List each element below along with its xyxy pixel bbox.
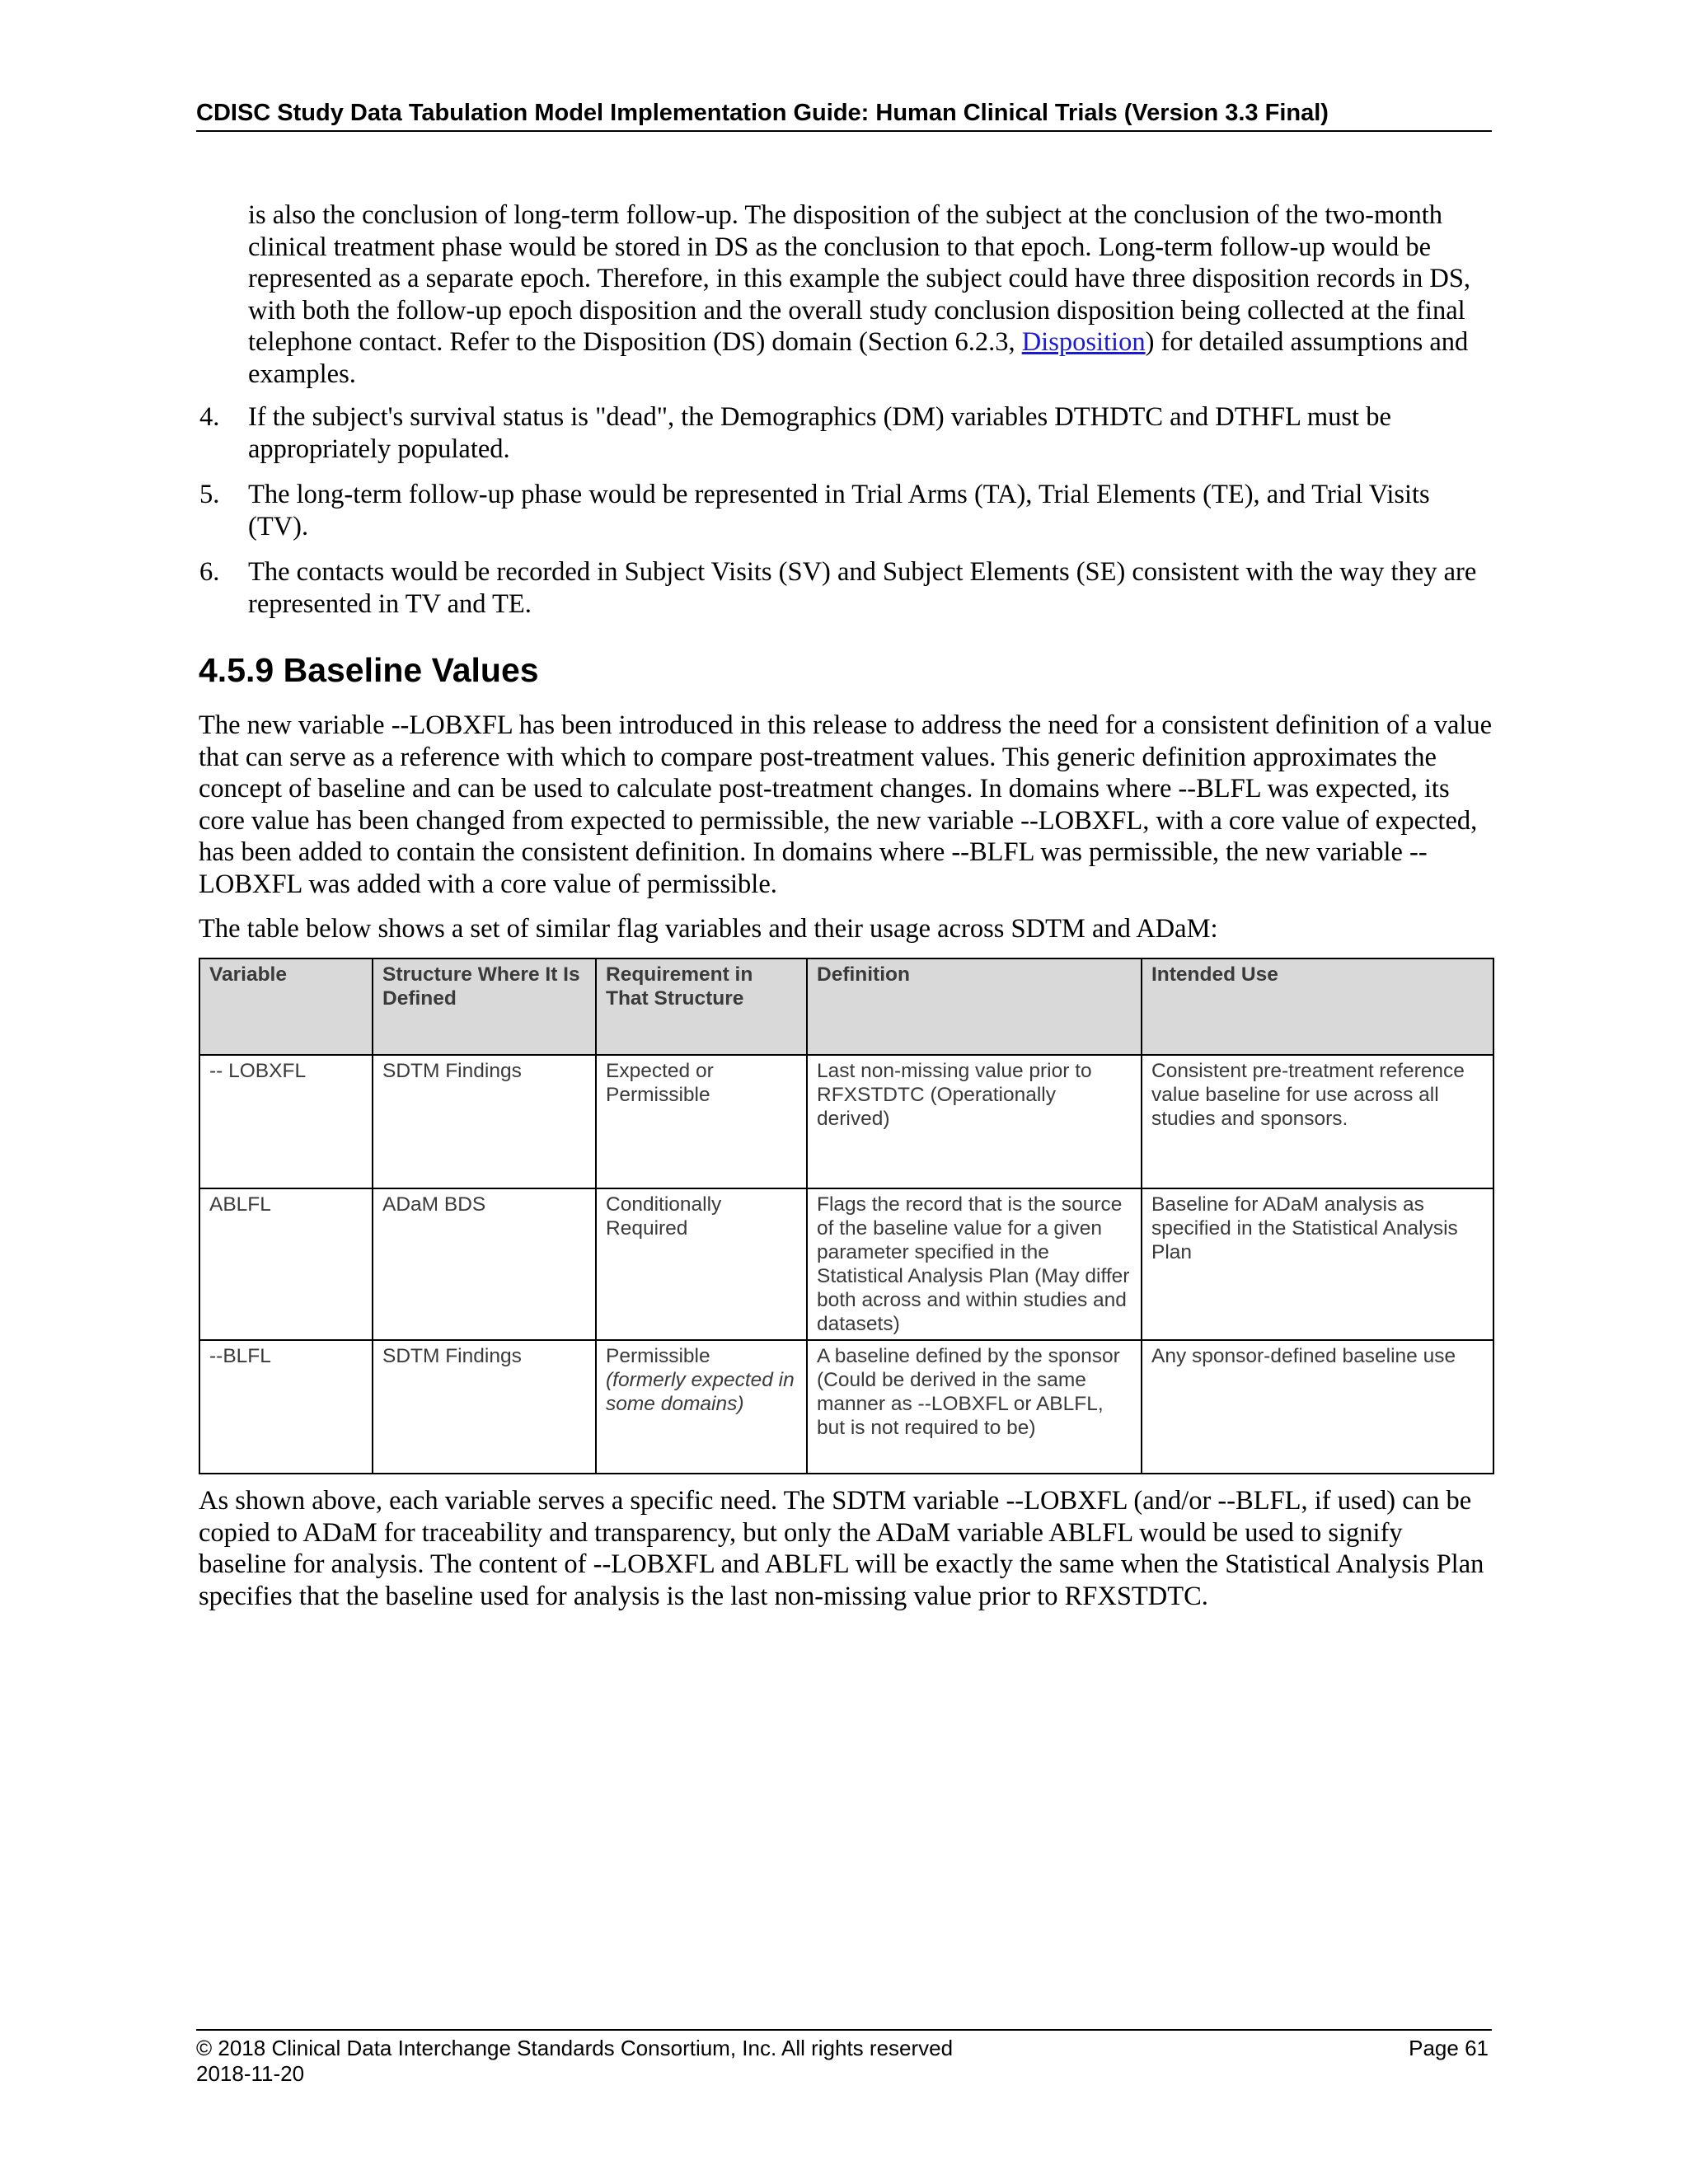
cell-intended-use: Consistent pre-treatment reference value baseline for use across all studies and sponsors.	[1142, 1055, 1493, 1188]
table-header-row	[199, 958, 1493, 1055]
cell-variable: ABLFL	[199, 1188, 373, 1340]
disposition-link[interactable]: Disposition	[1021, 327, 1146, 357]
header-variable: Variable	[199, 958, 373, 1055]
header-requirement: Requirement in That Structure	[596, 958, 807, 1055]
requirement-note: (formerly expected in some domains)	[606, 1369, 795, 1415]
closing-paragraph: As shown above, each variable serves a specific need. The SDTM variable --LOBXFL (and/or --BLFL, if used) can be copied to ADaM for traceability and transparency, but only the ADaM variable ABLFL would be used to signify baseline for analysis. The content of --LOBXFL and ABLFL will be exactly the same when the Statistical Analysis Plan specifies that the baseline used for analysis is the last non-missing value prior to RFXSTDTC.	[199, 1486, 1484, 1611]
list-text: The contacts would be recorded in Subject Visits (SV) and Subject Elements (SE) consistent with the way they are represented in TV and TE.	[248, 557, 1477, 619]
list-item	[199, 556, 1493, 620]
header-definition: Definition	[807, 958, 1142, 1055]
page-footer	[196, 2029, 1492, 2087]
cell-intended-use: Any sponsor-defined baseline use	[1142, 1340, 1493, 1474]
list-item	[199, 479, 1493, 542]
table-row	[199, 1188, 1493, 1340]
list-text: If the subject's survival status is "dead", the Demographics (DM) variables DTHDTC and DTHFL must be appropriately populated.	[248, 402, 1391, 464]
table-row	[199, 1055, 1493, 1188]
cell-variable: --BLFL	[199, 1340, 373, 1474]
requirement-text: Permissible	[606, 1345, 710, 1367]
cell-definition: Last non-missing value prior to RFXSTDTC (Operationally derived)	[807, 1055, 1142, 1188]
requirement-text: Expected or Permissible	[606, 1060, 714, 1106]
table-lead-text: The table below shows a set of similar flag variables and their usage across SDTM and ADaM:	[199, 914, 1218, 944]
cell-variable: -- LOBXFL	[199, 1055, 373, 1188]
cell-requirement	[596, 1055, 807, 1188]
list-number: 4.	[199, 402, 220, 432]
cell-structure: SDTM Findings	[373, 1055, 596, 1188]
list-number: 6.	[199, 557, 220, 587]
cell-structure: SDTM Findings	[373, 1340, 596, 1474]
continuation-paragraph	[248, 199, 1493, 390]
footer-date: 2018-11-20	[196, 2061, 305, 2086]
cell-intended-use: Baseline for ADaM analysis as specified in the Statistical Analysis Plan	[1142, 1188, 1493, 1340]
list-number: 5.	[199, 480, 220, 509]
requirement-text: Conditionally Required	[606, 1193, 722, 1240]
page-number: Page 61	[1409, 2036, 1489, 2060]
cell-definition: A baseline defined by the sponsor (Could be derived in the same manner as --LOBXFL or ABLFL, but is not required to be)	[807, 1340, 1142, 1474]
flag-variables-table	[199, 958, 1494, 1474]
table-row	[199, 1340, 1493, 1474]
cell-requirement	[596, 1340, 807, 1474]
section-heading: 4.5.9 Baseline Values	[199, 651, 539, 689]
list-item	[199, 401, 1493, 465]
continuation-text-end: ) for detailed assumptions and examples.	[248, 327, 1469, 389]
numbered-list	[199, 401, 1493, 634]
intro-paragraph: The new variable --LOBXFL has been introduced in this release to address the need for a consistent definition of a value that can serve as a reference with which to compare post-treatment values. This generic definition approximates the concept of baseline and can be used to calculate post-treatment changes. In domains where --BLFL was expected, its core value has been changed from expected to permissible, the new variable --LOBXFL, with a core value of expected, has been added to contain the consistent definition. In domains where --BLFL was permissible, the new variable --LOBXFL was added with a core value of permissible.	[199, 710, 1493, 899]
cell-structure: ADaM BDS	[373, 1188, 596, 1340]
footer-copyright: © 2018 Clinical Data Interchange Standards Consortium, Inc. All rights reserved	[196, 2036, 954, 2060]
page-header: CDISC Study Data Tabulation Model Implementation Guide: Human Clinical Trials (Version 3.3 Final)	[196, 97, 1492, 132]
header-intended-use: Intended Use	[1142, 958, 1493, 1055]
cell-requirement	[596, 1188, 807, 1340]
header-structure: Structure Where It Is Defined	[373, 958, 596, 1055]
list-text: The long-term follow-up phase would be represented in Trial Arms (TA), Trial Elements (TE), and Trial Visits (TV).	[248, 480, 1430, 541]
cell-definition: Flags the record that is the source of the baseline value for a given parameter specified in the Statistical Analysis Plan (May differ both across and within studies and datasets)	[807, 1188, 1142, 1340]
continuation-text: is also the conclusion of long-term follow-up. The disposition of the subject at the conclusion of the two-month clinical treatment phase would be stored in DS as the conclusion to that epoch. Long-term follow-up would be represented as a separate epoch. Therefore, in this example the subject could have three disposition records in DS, with both the follow-up epoch disposition and the overall study conclusion disposition being collected at the final telephone contact. Refer to the Disposition (DS) domain (Section 6.2.3,	[248, 200, 1471, 357]
